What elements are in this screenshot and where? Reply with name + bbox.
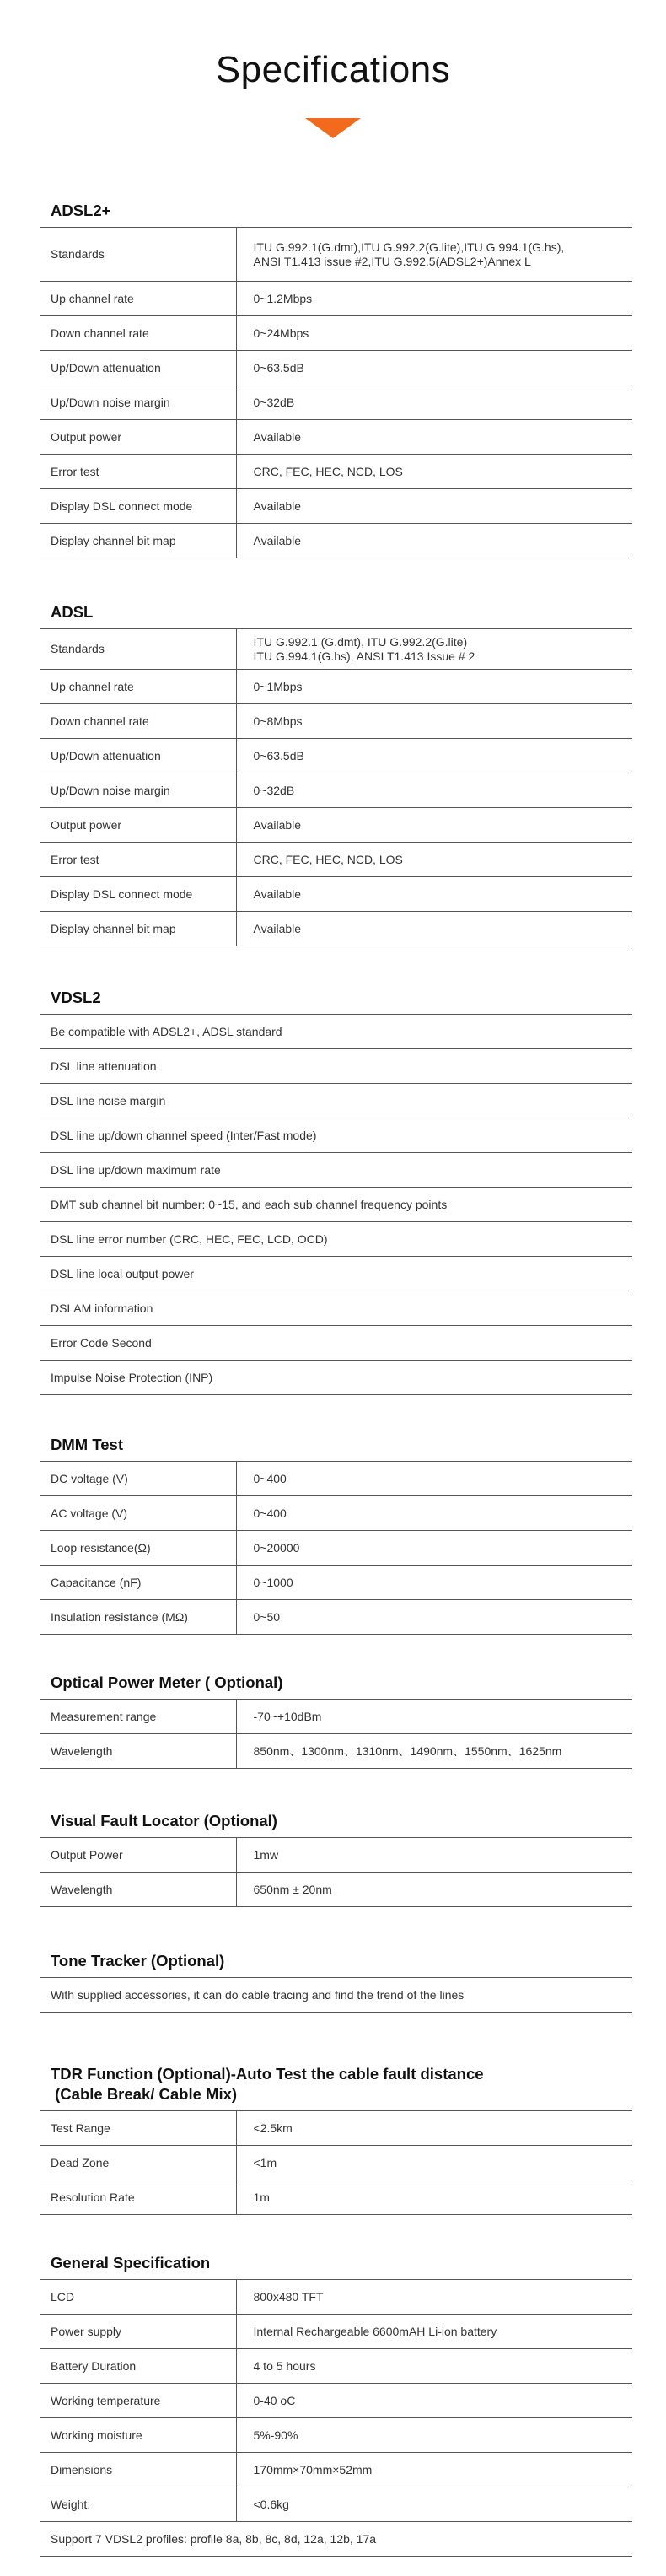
table-row (40, 2487, 632, 2522)
section-title: ADSL2+ (51, 202, 111, 219)
table-row (40, 524, 632, 558)
row-text: With supplied accessories, it can do cable tracing and find the trend of the lines (40, 1978, 632, 2013)
row-text: Support 7 VDSL2 profiles: profile 8a, 8b, 8c, 8d, 12a, 12b, 17a (40, 2522, 632, 2557)
table-row (40, 629, 632, 670)
row-value (236, 316, 632, 351)
row-value-line: 0~24Mbps (253, 326, 309, 340)
row-value (236, 2487, 632, 2522)
section-adsl (40, 601, 632, 946)
row-value (236, 2349, 632, 2384)
section-visual-fault-locator-optional (40, 1810, 632, 1907)
table-row (40, 2522, 632, 2557)
row-value-line: 1mw (253, 1847, 279, 1862)
section-title: Tone Tracker (Optional) (51, 1952, 225, 1970)
row-text: DSL line up/down channel speed (Inter/Fast mode) (40, 1118, 632, 1153)
table-row (40, 228, 632, 282)
table-row (40, 2280, 632, 2315)
row-label: Up/Down attenuation (40, 351, 236, 385)
table-row (40, 455, 632, 489)
row-value-line: CRC, FEC, HEC, NCD, LOS (253, 464, 403, 478)
table-row (40, 1118, 632, 1153)
row-value-line: 650nm ± 20nm (253, 1882, 332, 1896)
row-value (236, 2384, 632, 2418)
row-value (236, 1600, 632, 1635)
row-label: Standards (40, 629, 236, 670)
spec-table (40, 2110, 632, 2215)
down-arrow-icon (305, 118, 361, 138)
row-label: Output power (40, 808, 236, 843)
row-value-line: ITU G.992.1 (G.dmt), ITU G.992.2(G.lite) (253, 634, 468, 649)
row-label: Dead Zone (40, 2146, 236, 2180)
table-row (40, 1291, 632, 1326)
row-value-line: Internal Rechargeable 6600mAH Li-ion battery (253, 2324, 497, 2338)
row-label: Wavelength (40, 1734, 236, 1769)
row-text: DSL line local output power (40, 1257, 632, 1291)
row-value-line: ITU G.992.1(G.dmt),ITU G.992.2(G.lite),ITU G.994.1(G.hs), (253, 240, 565, 254)
row-label: Display DSL connect mode (40, 489, 236, 524)
row-value (236, 629, 632, 670)
row-value (236, 524, 632, 558)
row-value (236, 1496, 632, 1531)
row-value-line: 5%-90% (253, 2428, 298, 2442)
row-value-line: Available (253, 533, 302, 547)
row-value (236, 489, 632, 524)
table-row (40, 773, 632, 808)
section-title: Optical Power Meter ( Optional) (51, 1673, 283, 1691)
row-label: LCD (40, 2280, 236, 2315)
table-row (40, 877, 632, 912)
table-row (40, 1188, 632, 1222)
row-value-line: 4 to 5 hours (253, 2358, 316, 2373)
row-value (236, 808, 632, 843)
row-value (236, 351, 632, 385)
row-value-line: ANSI T1.413 issue #2,ITU G.992.5(ADSL2+)Annex L (253, 254, 531, 268)
row-value (236, 2315, 632, 2349)
row-label: Power supply (40, 2315, 236, 2349)
table-row (40, 2111, 632, 2146)
table-row (40, 420, 632, 455)
table-row (40, 1049, 632, 1084)
row-value-line: 0~400 (253, 1506, 287, 1520)
table-row (40, 843, 632, 877)
row-label: AC voltage (V) (40, 1496, 236, 1531)
row-value (236, 420, 632, 455)
spec-table (40, 1461, 632, 1635)
row-text: DSL line error number (CRC, HEC, FEC, LCD, OCD) (40, 1222, 632, 1257)
row-value-line: <0.6kg (253, 2497, 289, 2511)
table-row (40, 2453, 632, 2487)
row-value (236, 2146, 632, 2180)
row-label: Battery Duration (40, 2349, 236, 2384)
table-row (40, 385, 632, 420)
section-title: General Specification (51, 2254, 211, 2272)
row-value (236, 773, 632, 808)
section-optical-power-meter-optional (40, 1672, 632, 1769)
row-value-line: Available (253, 921, 302, 935)
row-label: Display DSL connect mode (40, 877, 236, 912)
row-value (236, 1838, 632, 1873)
row-label: Dimensions (40, 2453, 236, 2487)
section-title: VDSL2 (51, 989, 101, 1006)
section-title: DMM Test (51, 1436, 123, 1453)
table-row (40, 1734, 632, 1769)
spec-table (40, 2279, 632, 2557)
row-label: Test Range (40, 2111, 236, 2146)
row-value-line: 0~400 (253, 1471, 287, 1485)
spec-table (40, 628, 632, 946)
row-value (236, 877, 632, 912)
row-label: Error test (40, 843, 236, 877)
row-label: Wavelength (40, 1873, 236, 1907)
row-label: Display channel bit map (40, 912, 236, 946)
row-value-line: 0~32dB (253, 395, 295, 409)
row-text: Be compatible with ADSL2+, ADSL standard (40, 1015, 632, 1049)
row-value (236, 670, 632, 704)
row-value-line: 0~1000 (253, 1575, 293, 1589)
row-label: Up/Down noise margin (40, 773, 236, 808)
row-text: DSL line attenuation (40, 1049, 632, 1084)
table-row (40, 1600, 632, 1635)
row-label: Capacitance (nF) (40, 1566, 236, 1600)
row-value-line: 0~8Mbps (253, 714, 303, 728)
section-dmm-test (40, 1434, 632, 1635)
row-label: Display channel bit map (40, 524, 236, 558)
section-adsl2 (40, 200, 632, 558)
row-value (236, 1734, 632, 1769)
table-row (40, 1978, 632, 2013)
table-row (40, 489, 632, 524)
row-value (236, 228, 632, 282)
table-row (40, 704, 632, 739)
table-row (40, 739, 632, 773)
spec-table (40, 1699, 632, 1769)
section-title: ADSL (51, 603, 94, 621)
row-value (236, 2418, 632, 2453)
row-value (236, 739, 632, 773)
section-title: TDR Function (Optional)-Auto Test the cable fault distance (51, 2065, 484, 2083)
row-value-line: Available (253, 887, 302, 901)
row-value (236, 385, 632, 420)
table-row (40, 1361, 632, 1395)
row-value-line: 0~1Mbps (253, 679, 303, 693)
table-row (40, 282, 632, 316)
row-value-line: 1m (253, 2190, 270, 2204)
table-row (40, 1838, 632, 1873)
row-label: Up/Down noise margin (40, 385, 236, 420)
table-row (40, 1496, 632, 1531)
row-value-line: 0~63.5dB (253, 360, 304, 375)
table-row (40, 1326, 632, 1361)
row-label: Measurement range (40, 1700, 236, 1734)
row-label: Standards (40, 228, 236, 282)
spec-table (40, 227, 632, 558)
row-value (236, 282, 632, 316)
spec-table (40, 1977, 632, 2013)
table-row (40, 1700, 632, 1734)
spec-table (40, 1014, 632, 1395)
row-value (236, 912, 632, 946)
page-title: Specifications (215, 49, 451, 90)
section-subtitle: (Cable Break/ Cable Mix) (51, 2085, 238, 2103)
table-row (40, 2180, 632, 2215)
table-row (40, 2315, 632, 2349)
row-value (236, 1873, 632, 1907)
table-row (40, 1566, 632, 1600)
row-value-line: 0~32dB (253, 783, 295, 797)
section-tdr-function-optional-auto-test-the-cabl (40, 2063, 632, 2215)
table-row (40, 2384, 632, 2418)
row-value (236, 843, 632, 877)
table-row (40, 1257, 632, 1291)
row-value-line: 0-40 oC (253, 2393, 296, 2407)
row-label: Output Power (40, 1838, 236, 1873)
row-value (236, 1700, 632, 1734)
row-label: Insulation resistance (MΩ) (40, 1600, 236, 1635)
row-text: DSLAM information (40, 1291, 632, 1326)
table-row (40, 808, 632, 843)
row-value-line: <2.5km (253, 2121, 293, 2135)
row-value-line: 0~20000 (253, 1540, 300, 1555)
table-row (40, 1084, 632, 1118)
row-text: Impulse Noise Protection (INP) (40, 1361, 632, 1395)
row-value (236, 2280, 632, 2315)
row-label: Working temperature (40, 2384, 236, 2418)
row-value-line: ITU G.994.1(G.hs), ANSI T1.413 Issue # 2 (253, 649, 475, 663)
table-row (40, 316, 632, 351)
row-value (236, 2111, 632, 2146)
row-value-line: 0~63.5dB (253, 748, 304, 763)
row-value (236, 2180, 632, 2215)
table-row (40, 1015, 632, 1049)
row-label: Up channel rate (40, 282, 236, 316)
row-label: Loop resistance(Ω) (40, 1531, 236, 1566)
row-value-line: 0~1.2Mbps (253, 291, 313, 305)
row-value-line: 0~50 (253, 1609, 281, 1624)
section-tone-tracker-optional (40, 1950, 632, 2013)
row-label: DC voltage (V) (40, 1462, 236, 1496)
row-value-line: 800x480 TFT (253, 2289, 324, 2304)
table-row (40, 2349, 632, 2384)
table-row (40, 1873, 632, 1907)
table-row (40, 670, 632, 704)
row-value-line: Available (253, 429, 302, 444)
section-title: Visual Fault Locator (Optional) (51, 1812, 277, 1830)
row-text: DSL line up/down maximum rate (40, 1153, 632, 1188)
row-text: DMT sub channel bit number: 0~15, and each sub channel frequency points (40, 1188, 632, 1222)
table-row (40, 1531, 632, 1566)
row-value-line: CRC, FEC, HEC, NCD, LOS (253, 852, 403, 866)
table-row (40, 1153, 632, 1188)
row-text: DSL line noise margin (40, 1084, 632, 1118)
table-row (40, 2146, 632, 2180)
row-value (236, 455, 632, 489)
row-value-line: 850nm、1300nm、1310nm、1490nm、1550nm、1625nm (253, 1743, 562, 1758)
row-label: Up/Down attenuation (40, 739, 236, 773)
section-vdsl2 (40, 987, 632, 1395)
row-text: Error Code Second (40, 1326, 632, 1361)
row-value (236, 2453, 632, 2487)
row-value (236, 1531, 632, 1566)
row-value-line: Available (253, 498, 302, 513)
section-general-specification (40, 2252, 632, 2557)
row-label: Weight: (40, 2487, 236, 2522)
row-value-line: -70~+10dBm (253, 1709, 322, 1723)
spec-table (40, 1837, 632, 1907)
table-row (40, 2418, 632, 2453)
row-label: Down channel rate (40, 316, 236, 351)
row-value (236, 1566, 632, 1600)
row-value (236, 1462, 632, 1496)
table-row (40, 1462, 632, 1496)
row-value-line: 170mm×70mm×52mm (253, 2462, 373, 2476)
row-label: Down channel rate (40, 704, 236, 739)
row-value-line: Available (253, 817, 302, 832)
row-label: Up channel rate (40, 670, 236, 704)
row-label: Resolution Rate (40, 2180, 236, 2215)
table-row (40, 351, 632, 385)
row-label: Output power (40, 420, 236, 455)
row-label: Working moisture (40, 2418, 236, 2453)
table-row (40, 912, 632, 946)
row-label: Error test (40, 455, 236, 489)
table-row (40, 1222, 632, 1257)
row-value (236, 704, 632, 739)
row-value-line: <1m (253, 2155, 277, 2169)
